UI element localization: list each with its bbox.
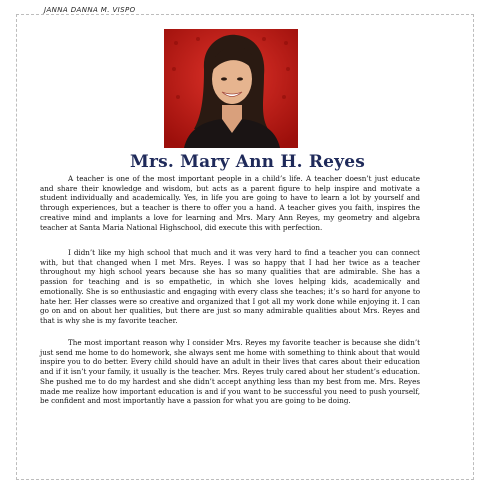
page-title: Mrs. Mary Ann H. Reyes [129, 152, 366, 172]
paragraph-2 [40, 248, 420, 326]
paragraph-text: The most important reason why I consider Mrs. Reyes my favorite teacher is because she didn’t just send me home to do homework, she always sent me home with something to think about that would inspire you to do better. Every child should have an adult in their lives that cares about their education and if it isn’t your family, it usually is the teacher. Mrs. Reyes truly cared about her student’s education. She pushed me to do my hardest and she didn’t accept anything less than my best from me. Mrs. Reyes made me realize how important education is and if you want to be successful you need to push yourself, be confident and most importantly have a passion for what you are going to be doing. [40, 338, 420, 406]
portrait-illustration [164, 29, 298, 148]
author-name: JANNA DANNA M. VISPO [44, 6, 136, 14]
paragraph-text: A teacher is one of the most important people in a child’s life. A teacher doesn’t just educate and share their knowledge and wisdom, but acts as a parent figure to help inspire and motivate a student individually and academically. Yes, in life you are going to have to learn a lot by yourself and through experiences, but a teacher is there to offer you a hand. A teacher gives you faith, inspires the creative mind and implants a love for learning and Mrs. Mary Ann Reyes, my geometry and algebra teacher at Santa Maria National Highschool, did execute this with perfection. [40, 174, 420, 232]
paragraph-1 [40, 174, 420, 232]
paragraph-3 [40, 338, 420, 406]
paragraph-text: I didn’t like my high school that much and it was very hard to find a teacher you can connect with, but that changed when I met Mrs. Reyes. I was so happy that I had her twice as a teacher throughout my high school years because she has so many qualities that are admirable. She has a passion for teaching and is so empathetic, in which she loves helping kids, academically and emotionally. She is so enthusiastic and engaging with every class she teaches; it’s so hard for anyone to hate her. Her classes were so creative and organized that I got all my work done while enjoying it. I can go on and on about her qualities, but there are just so many admirable qualities about Mrs. Reyes and that is why she is my favorite teacher. [40, 248, 420, 325]
portrait-photo [164, 29, 298, 148]
